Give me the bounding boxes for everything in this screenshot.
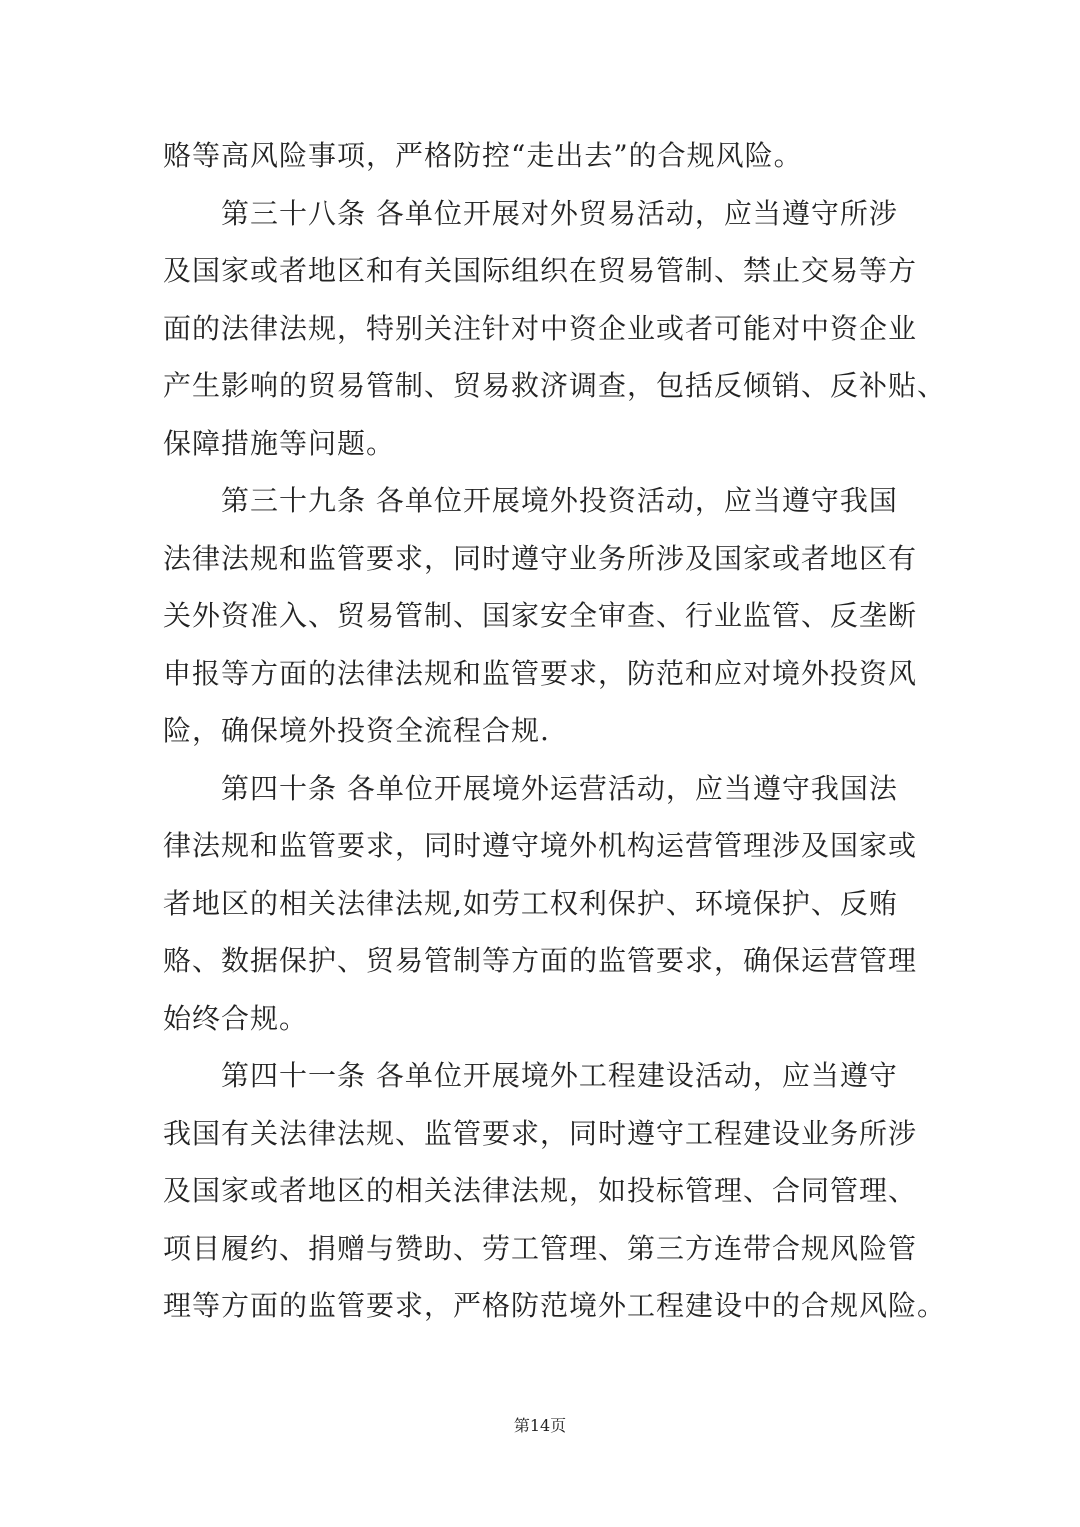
text-line: 赂等高风险事项，严格防控“走出去”的合规风险。 [163,139,803,172]
text-line: 律法规和监管要求，同时遵守境外机构运营管理涉及国家或 [163,829,918,862]
text-line: 及国家或者地区和有关国际组织在贸易管制、禁止交易等方 [163,254,918,287]
text-line: 理等方面的监管要求，严格防范境外工程建设中的合规风险。 [163,1289,947,1322]
text-line: 项目履约、捐赠与赞助、劳工管理、第三方连带合规风险管 [163,1231,918,1265]
text-line: 申报等方面的法律法规和监管要求，防范和应对境外投资风 [163,656,918,690]
text-line: 产生影响的贸易管制、贸易救济调查，包括反倾销、反补贴、 [163,369,947,402]
article-39-first-line: 第三十九条 各单位开展境外投资活动，应当遵守我国 [221,484,898,517]
article-38-first-line: 第三十八条 各单位开展对外贸易活动，应当遵守所涉 [221,196,898,230]
text-line: 面的法律法规，特别关注针对中资企业或者可能对中资企业 [163,311,918,345]
page-number: 第14页 [513,1416,567,1435]
text-line: 关外资准入、贸易管制、国家安全审查、行业监管、反垄断 [163,599,918,632]
text-line: 及国家或者地区的相关法律法规，如投标管理、合同管理、 [163,1174,918,1207]
article-41-first-line: 第四十一条 各单位开展境外工程建设活动，应当遵守 [221,1059,898,1092]
article-40-first-line: 第四十条 各单位开展境外运营活动，应当遵守我国法 [221,771,898,805]
text-line: 者地区的相关法律法规,如劳工权利保护、环境保护、反贿 [163,886,898,920]
text-line: 保障措施等问题。 [163,426,396,460]
text-line: 险，确保境外投资全流程合规. [163,714,550,747]
text-line: 我国有关法律法规、监管要求，同时遵守工程建设业务所涉 [163,1116,918,1150]
text-line: 始终合规。 [163,1001,309,1035]
text-line: 赂、数据保护、贸易管制等方面的监管要求，确保运营管理 [163,944,918,977]
text-line: 法律法规和监管要求，同时遵守业务所涉及国家或者地区有 [163,541,918,575]
body-text [163,127,947,1335]
